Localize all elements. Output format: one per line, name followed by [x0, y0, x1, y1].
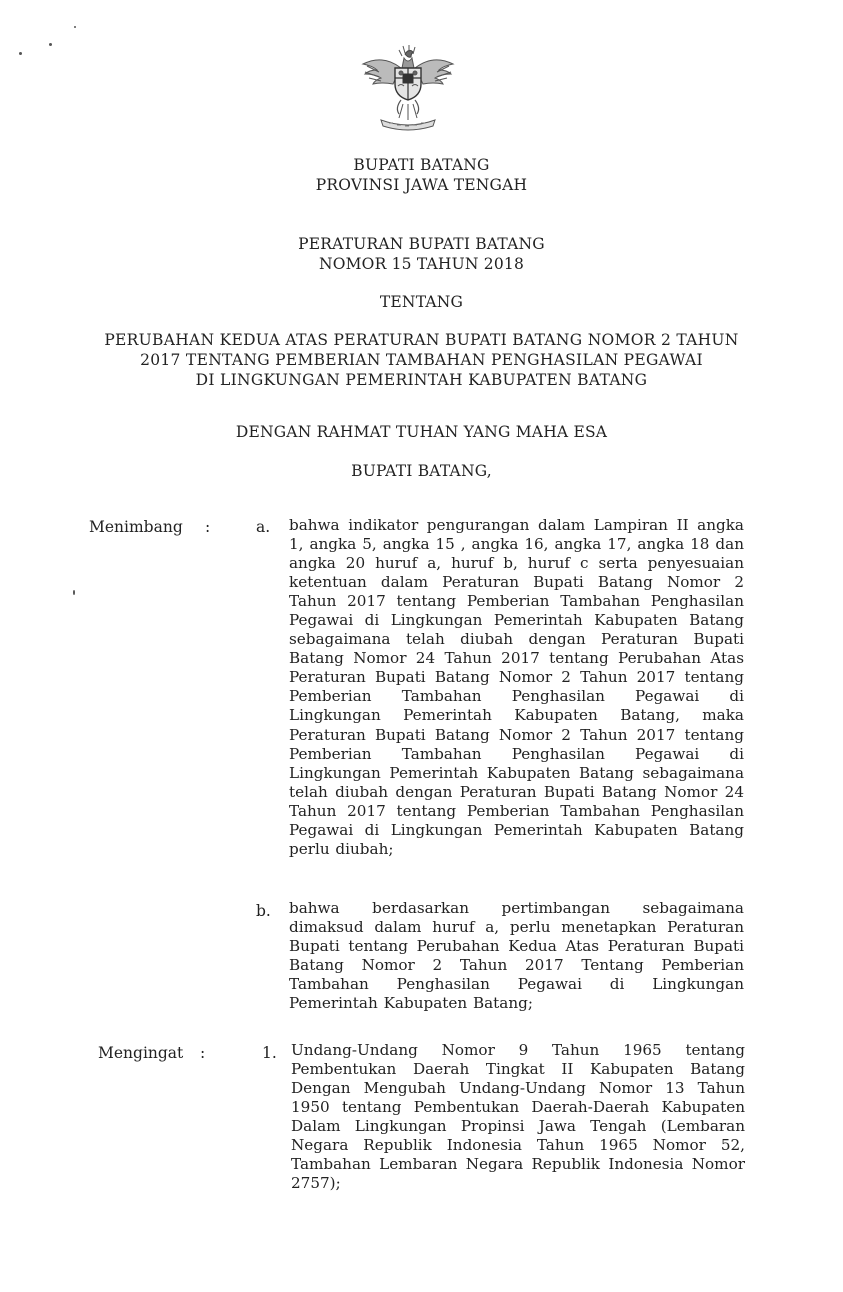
menimbang-item-marker: b. [256, 902, 271, 920]
issuer-line: BUPATI BATANG, [351, 462, 492, 480]
mengingat-colon: : [200, 1044, 206, 1062]
regulation-subject-line: PERUBAHAN KEDUA ATAS PERATURAN BUPATI BATANG NOMOR 2 TAHUN [104, 331, 739, 349]
scan-speck [73, 590, 75, 595]
scan-speck [74, 26, 76, 28]
regulation-subject-line: 2017 TENTANG PEMBERIAN TAMBAHAN PENGHASILAN PEGAWAI [140, 351, 703, 369]
menimbang-item-text: bahwa indikator pengurangan dalam Lampiran II angka 1, angka 5, angka 15 , angka 16, angka 17, angka 18 dan angka 20 huruf a, huruf b, huruf c serta penyesuaian ketentuan dalam Peraturan Bupati Batang Nomor 2 Tahun 2017 tentang Pemberian Tambahan Penghasilan Pegawai di Lingkungan Pemerintah Kabupaten Batang sebagaimana telah diubah dengan Peraturan Bupati Batang Nomor 24 Tahun 2017 tentang Perubahan Atas Peraturan Bupati Batang Nomor 2 Tahun 2017 tentang Pemberian Tambahan Penghasilan Pegawai di Lingkungan Pemerintah Kabupaten Batang, maka Peraturan Bupati Batang Nomor 2 Tahun 2017 tentang Pemberian Tambahan Penghasilan Pegawai di Lingkungan Pemerintah Kabupaten Batang sebagaimana telah diubah dengan Peraturan Bupati Batang Nomor 24 Tahun 2017 tentang Pemberian Tambahan Penghasilan Pegawai di Lingkungan Pemerintah Kabupaten Batang perlu diubah; [289, 516, 744, 858]
menimbang-item-text: bahwa berdasarkan pertimbangan sebagaimana dimaksud dalam huruf a, perlu menetapkan Peraturan Bupati tentang Perubahan Kedua Atas Peraturan Bupati Batang Nomor 2 Tahun 2017 Tentang Pemberian Tambahan Penghasilan Pegawai di Lingkungan Pemerintah Kabupaten Batang; [289, 899, 744, 1013]
scan-speck [19, 52, 22, 55]
scan-speck [49, 43, 52, 46]
regulation-title: PERATURAN BUPATI BATANG [298, 235, 545, 253]
mengingat-label: Mengingat [98, 1044, 184, 1062]
garuda-emblem-icon [357, 38, 459, 138]
mengingat-item-text: Undang-Undang Nomor 9 Tahun 1965 tentang Pembentukan Daerah Tingkat II Kabupaten Batang Dengan Mengubah Undang-Undang Nomor 13 Tahun 1950 tentang Pembentukan Daerah-Daerah Kabupaten Dalam Lingkungan Propinsi Jawa Tengah (Lembaran Negara Republik Indonesia Tahun 1965 Nomor 52, Tambahan Lembaran Negara Republik Indonesia Nomor 2757); [291, 1041, 745, 1193]
issuer-office-title: BUPATI BATANG [353, 156, 490, 174]
mengingat-item-marker: 1. [262, 1044, 277, 1062]
menimbang-label: Menimbang [89, 518, 183, 536]
blessing-line: DENGAN RAHMAT TUHAN YANG MAHA ESA [235, 423, 608, 441]
regulation-about: TENTANG [379, 293, 464, 311]
regulation-subject [60, 330, 783, 390]
regulation-subject-line: DI LINGKUNGAN PEMERINTAH KABUPATEN BATANG [195, 371, 648, 389]
regulation-number: NOMOR 15 TAHUN 2018 [318, 255, 525, 273]
province-title: PROVINSI JAWA TENGAH [315, 176, 528, 194]
menimbang-item-marker: a. [256, 518, 271, 536]
menimbang-colon: : [205, 518, 211, 536]
